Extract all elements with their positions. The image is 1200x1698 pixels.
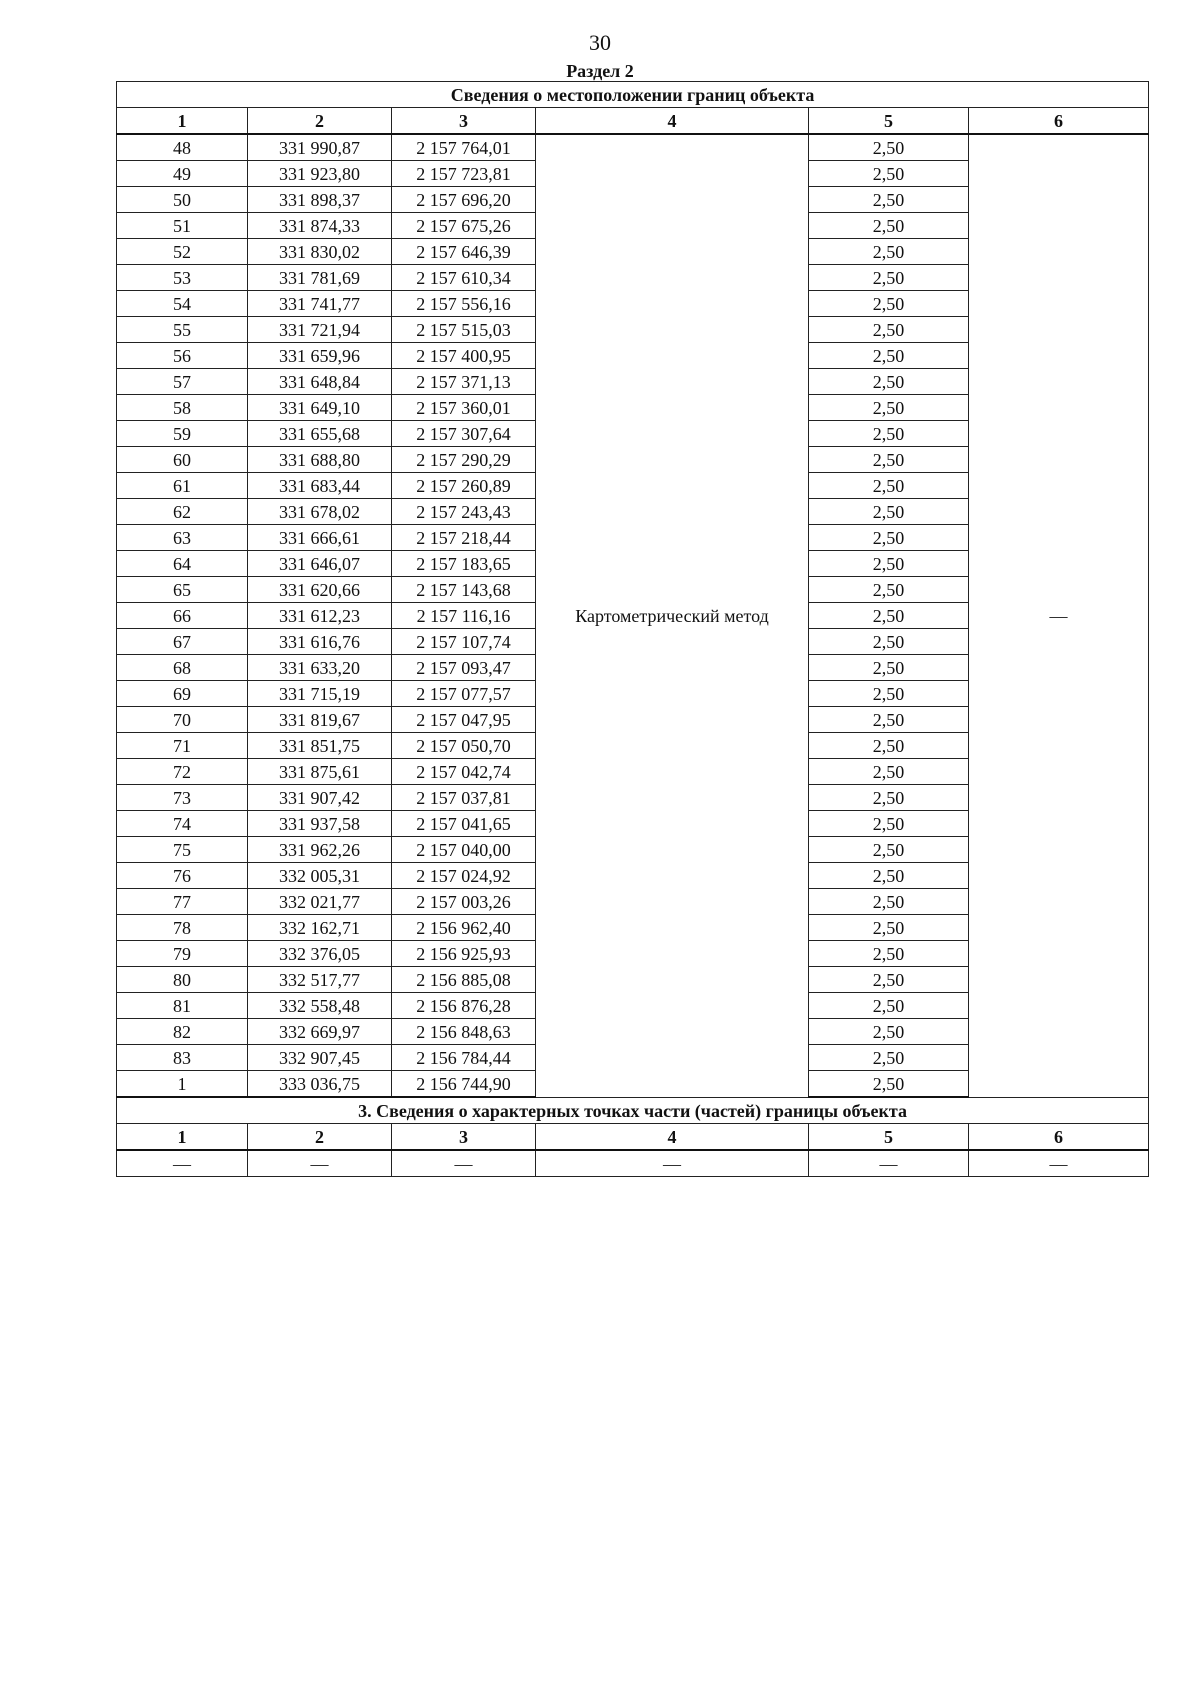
coord-x-cell: 332 021,77 — [248, 889, 392, 915]
accuracy-cell: 2,50 — [809, 889, 969, 915]
coord-x-cell: 331 851,75 — [248, 733, 392, 759]
table2-header-cell: 4 — [536, 1124, 809, 1151]
coord-y-cell: 2 157 610,34 — [392, 265, 536, 291]
accuracy-cell: 2,50 — [809, 941, 969, 967]
accuracy-cell: 2,50 — [809, 811, 969, 837]
coord-x-cell: 331 819,67 — [248, 707, 392, 733]
coord-x-cell: 331 875,61 — [248, 759, 392, 785]
coord-x-cell: 331 649,10 — [248, 395, 392, 421]
point-number-cell: 65 — [117, 577, 248, 603]
coord-y-cell: 2 157 093,47 — [392, 655, 536, 681]
coord-x-cell: 331 633,20 — [248, 655, 392, 681]
coord-x-cell: 331 688,80 — [248, 447, 392, 473]
table1-header-cell: 4 — [536, 108, 809, 135]
point-number-cell: 54 — [117, 291, 248, 317]
section-title: Раздел 2 — [566, 61, 634, 81]
point-number-cell: 64 — [117, 551, 248, 577]
coord-y-cell: 2 156 848,63 — [392, 1019, 536, 1045]
point-number-cell: 48 — [117, 134, 248, 161]
coord-x-cell: 331 678,02 — [248, 499, 392, 525]
coord-x-cell: 332 005,31 — [248, 863, 392, 889]
coord-y-cell: 2 157 077,57 — [392, 681, 536, 707]
accuracy-cell: 2,50 — [809, 603, 969, 629]
coord-y-cell: 2 157 050,70 — [392, 733, 536, 759]
accuracy-cell: 2,50 — [809, 759, 969, 785]
coord-x-cell: 331 962,26 — [248, 837, 392, 863]
table2-cell: — — [248, 1150, 392, 1177]
table-row — [117, 134, 1149, 161]
point-number-cell: 1 — [117, 1071, 248, 1098]
coord-y-cell: 2 157 307,64 — [392, 421, 536, 447]
coord-y-cell: 2 156 885,08 — [392, 967, 536, 993]
table2-cell: — — [809, 1150, 969, 1177]
point-number-cell: 83 — [117, 1045, 248, 1071]
point-number-cell: 75 — [117, 837, 248, 863]
coord-x-cell: 331 898,37 — [248, 187, 392, 213]
accuracy-cell: 2,50 — [809, 707, 969, 733]
point-number-cell: 66 — [117, 603, 248, 629]
point-number-cell: 53 — [117, 265, 248, 291]
coord-y-cell: 2 157 360,01 — [392, 395, 536, 421]
coord-x-cell: 331 923,80 — [248, 161, 392, 187]
coord-y-cell: 2 157 183,65 — [392, 551, 536, 577]
coord-y-cell: 2 157 107,74 — [392, 629, 536, 655]
accuracy-cell: 2,50 — [809, 161, 969, 187]
coord-y-cell: 2 157 646,39 — [392, 239, 536, 265]
table2-header-cell: 6 — [969, 1124, 1149, 1151]
accuracy-cell: 2,50 — [809, 447, 969, 473]
table1-header-cell: 3 — [392, 108, 536, 135]
coord-x-cell: 331 907,42 — [248, 785, 392, 811]
table1-header-row — [117, 108, 1149, 135]
point-number-cell: 57 — [117, 369, 248, 395]
point-number-cell: 77 — [117, 889, 248, 915]
coord-y-cell: 2 156 962,40 — [392, 915, 536, 941]
accuracy-cell: 2,50 — [809, 655, 969, 681]
point-number-cell: 78 — [117, 915, 248, 941]
page-number: 30 — [589, 30, 611, 55]
table2-header-row — [117, 1124, 1149, 1151]
accuracy-cell: 2,50 — [809, 187, 969, 213]
coord-x-cell: 331 990,87 — [248, 134, 392, 161]
accuracy-cell: 2,50 — [809, 239, 969, 265]
accuracy-cell: 2,50 — [809, 915, 969, 941]
coord-x-cell: 331 874,33 — [248, 213, 392, 239]
accuracy-cell: 2,50 — [809, 967, 969, 993]
coord-y-cell: 2 157 556,16 — [392, 291, 536, 317]
accuracy-cell: 2,50 — [809, 1019, 969, 1045]
coord-y-cell: 2 157 696,20 — [392, 187, 536, 213]
accuracy-cell: 2,50 — [809, 785, 969, 811]
coord-x-cell: 331 741,77 — [248, 291, 392, 317]
table2-cell: — — [117, 1150, 248, 1177]
accuracy-cell: 2,50 — [809, 317, 969, 343]
table1-title: Сведения о местоположении границ объекта — [117, 82, 1149, 108]
point-number-cell: 73 — [117, 785, 248, 811]
accuracy-cell: 2,50 — [809, 369, 969, 395]
point-number-cell: 67 — [117, 629, 248, 655]
point-number-cell: 69 — [117, 681, 248, 707]
coord-x-cell: 331 655,68 — [248, 421, 392, 447]
accuracy-cell: 2,50 — [809, 395, 969, 421]
coord-x-cell: 331 612,23 — [248, 603, 392, 629]
point-number-cell: 60 — [117, 447, 248, 473]
coord-y-cell: 2 157 024,92 — [392, 863, 536, 889]
coord-x-cell: 331 646,07 — [248, 551, 392, 577]
table1-header-cell: 1 — [117, 108, 248, 135]
accuracy-cell: 2,50 — [809, 733, 969, 759]
coord-x-cell: 331 715,19 — [248, 681, 392, 707]
table1-header-cell: 6 — [969, 108, 1149, 135]
coord-x-cell: 332 162,71 — [248, 915, 392, 941]
coord-x-cell: 331 937,58 — [248, 811, 392, 837]
accuracy-cell: 2,50 — [809, 1045, 969, 1071]
coord-x-cell: 332 669,97 — [248, 1019, 392, 1045]
coord-y-cell: 2 157 260,89 — [392, 473, 536, 499]
coord-x-cell: 331 620,66 — [248, 577, 392, 603]
coord-y-cell: 2 157 037,81 — [392, 785, 536, 811]
point-number-cell: 58 — [117, 395, 248, 421]
coord-y-cell: 2 156 925,93 — [392, 941, 536, 967]
point-number-cell: 76 — [117, 863, 248, 889]
coord-x-cell: 332 376,05 — [248, 941, 392, 967]
point-number-cell: 49 — [117, 161, 248, 187]
coord-y-cell: 2 157 675,26 — [392, 213, 536, 239]
accuracy-cell: 2,50 — [809, 499, 969, 525]
coord-y-cell: 2 157 041,65 — [392, 811, 536, 837]
coord-x-cell: 331 683,44 — [248, 473, 392, 499]
point-number-cell: 70 — [117, 707, 248, 733]
point-number-cell: 81 — [117, 993, 248, 1019]
point-number-cell: 51 — [117, 213, 248, 239]
point-number-cell: 79 — [117, 941, 248, 967]
accuracy-cell: 2,50 — [809, 134, 969, 161]
point-number-cell: 62 — [117, 499, 248, 525]
coord-y-cell: 2 157 371,13 — [392, 369, 536, 395]
method-cell: Картометрический метод — [536, 134, 809, 1097]
table1-header-cell: 2 — [248, 108, 392, 135]
coord-y-cell: 2 157 515,03 — [392, 317, 536, 343]
accuracy-cell: 2,50 — [809, 473, 969, 499]
accuracy-cell: 2,50 — [809, 291, 969, 317]
coord-y-cell: 2 157 047,95 — [392, 707, 536, 733]
coord-y-cell: 2 157 040,00 — [392, 837, 536, 863]
coord-y-cell: 2 157 218,44 — [392, 525, 536, 551]
table2-header-cell: 5 — [809, 1124, 969, 1151]
coord-y-cell: 2 157 764,01 — [392, 134, 536, 161]
coord-y-cell: 2 156 876,28 — [392, 993, 536, 1019]
coord-x-cell: 332 907,45 — [248, 1045, 392, 1071]
accuracy-cell: 2,50 — [809, 577, 969, 603]
accuracy-cell: 2,50 — [809, 863, 969, 889]
accuracy-cell: 2,50 — [809, 837, 969, 863]
coord-x-cell: 332 517,77 — [248, 967, 392, 993]
table2-header-cell: 1 — [117, 1124, 248, 1151]
coord-y-cell: 2 157 243,43 — [392, 499, 536, 525]
coord-x-cell: 331 659,96 — [248, 343, 392, 369]
point-number-cell: 56 — [117, 343, 248, 369]
table2-cell: — — [392, 1150, 536, 1177]
coord-x-cell: 333 036,75 — [248, 1071, 392, 1098]
coord-y-cell: 2 157 042,74 — [392, 759, 536, 785]
boundary-table-body — [117, 82, 1149, 1177]
accuracy-cell: 2,50 — [809, 1071, 969, 1098]
coord-y-cell: 2 156 744,90 — [392, 1071, 536, 1098]
point-number-cell: 82 — [117, 1019, 248, 1045]
coord-y-cell: 2 157 143,68 — [392, 577, 536, 603]
point-number-cell: 71 — [117, 733, 248, 759]
table2-header-cell: 2 — [248, 1124, 392, 1151]
table1-header-cell: 5 — [809, 108, 969, 135]
coord-y-cell: 2 156 784,44 — [392, 1045, 536, 1071]
coord-y-cell: 2 157 290,29 — [392, 447, 536, 473]
accuracy-cell: 2,50 — [809, 265, 969, 291]
coord-y-cell: 2 157 400,95 — [392, 343, 536, 369]
point-number-cell: 72 — [117, 759, 248, 785]
point-number-cell: 61 — [117, 473, 248, 499]
coord-x-cell: 331 666,61 — [248, 525, 392, 551]
accuracy-cell: 2,50 — [809, 681, 969, 707]
point-number-cell: 50 — [117, 187, 248, 213]
boundary-table — [116, 81, 1149, 1177]
accuracy-cell: 2,50 — [809, 213, 969, 239]
accuracy-cell: 2,50 — [809, 421, 969, 447]
accuracy-cell: 2,50 — [809, 551, 969, 577]
point-number-cell: 52 — [117, 239, 248, 265]
column6-dash-cell: — — [969, 134, 1149, 1097]
point-number-cell: 55 — [117, 317, 248, 343]
table2-title: 3. Сведения о характерных точках части (частей) границы объекта — [117, 1097, 1149, 1124]
point-number-cell: 63 — [117, 525, 248, 551]
table2-row — [117, 1150, 1149, 1177]
table1-title-row — [117, 82, 1149, 108]
coord-y-cell: 2 157 116,16 — [392, 603, 536, 629]
coord-y-cell: 2 157 003,26 — [392, 889, 536, 915]
point-number-cell: 74 — [117, 811, 248, 837]
accuracy-cell: 2,50 — [809, 525, 969, 551]
point-number-cell: 59 — [117, 421, 248, 447]
coord-x-cell: 331 648,84 — [248, 369, 392, 395]
accuracy-cell: 2,50 — [809, 629, 969, 655]
point-number-cell: 80 — [117, 967, 248, 993]
coord-x-cell: 331 830,02 — [248, 239, 392, 265]
accuracy-cell: 2,50 — [809, 993, 969, 1019]
table2-title-row — [117, 1097, 1149, 1124]
coord-x-cell: 331 781,69 — [248, 265, 392, 291]
point-number-cell: 68 — [117, 655, 248, 681]
coord-y-cell: 2 157 723,81 — [392, 161, 536, 187]
coord-x-cell: 331 721,94 — [248, 317, 392, 343]
accuracy-cell: 2,50 — [809, 343, 969, 369]
table2-cell: — — [969, 1150, 1149, 1177]
coord-x-cell: 331 616,76 — [248, 629, 392, 655]
coord-x-cell: 332 558,48 — [248, 993, 392, 1019]
table2-cell: — — [536, 1150, 809, 1177]
table2-header-cell: 3 — [392, 1124, 536, 1151]
